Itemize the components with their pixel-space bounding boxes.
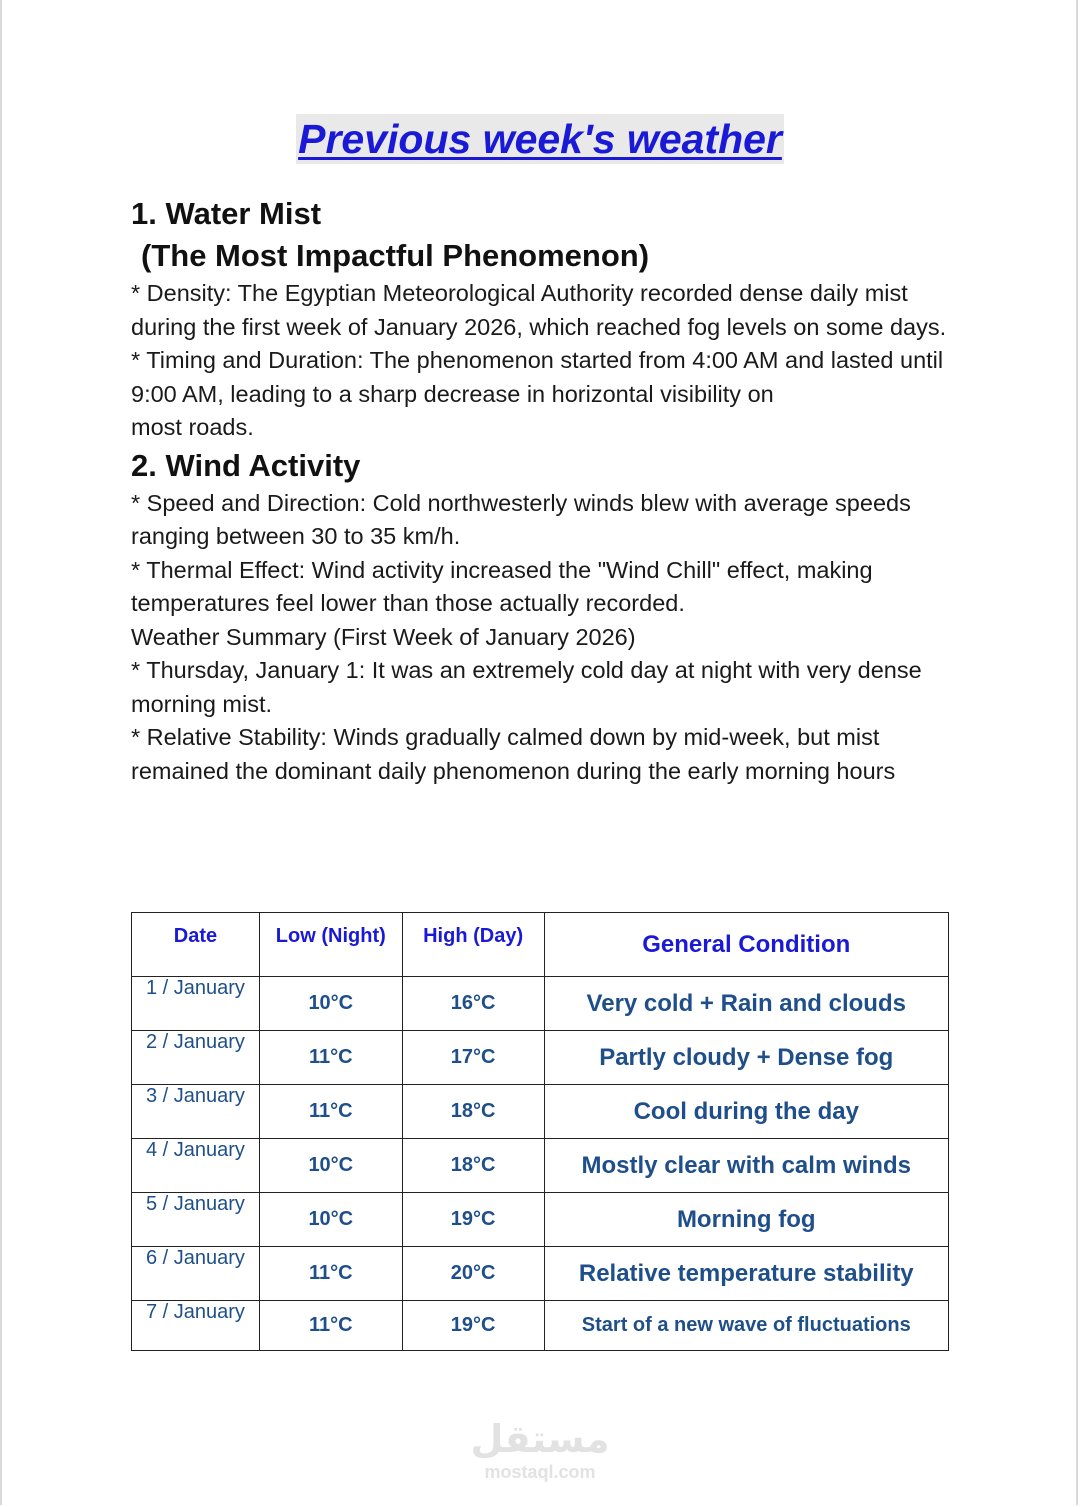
cell-low: 11°C: [259, 1301, 402, 1351]
cell-condition: Morning fog: [544, 1193, 948, 1247]
section2-thermal-paragraph: * Thermal Effect: Wind activity increased the "Wind Chill" effect, making temperatures feel lower than those actually recorded.: [131, 556, 873, 616]
header-condition: General Condition: [544, 913, 948, 977]
cell-date: 1 / January: [132, 977, 260, 1031]
cell-low: 10°C: [259, 1139, 402, 1193]
cell-low: 10°C: [259, 977, 402, 1031]
cell-high: 18°C: [402, 1085, 544, 1139]
table-row: [132, 977, 949, 1031]
cell-date: 5 / January: [132, 1193, 260, 1247]
header-date: Date: [132, 913, 260, 977]
cell-high: 17°C: [402, 1031, 544, 1085]
section1-density-paragraph: * Density: The Egyptian Meteorological Authority recorded dense daily mist during the first week of January 2026, which reached fog levels on some days.: [131, 280, 947, 340]
table-row: [132, 1031, 949, 1085]
section1-timing-paragraph: * Timing and Duration: The phenomenon started from 4:00 AM and lasted until 9:00 AM, leading to a sharp decrease in horizontal visibility on: [131, 347, 944, 407]
table-header-row: [132, 913, 949, 977]
section2-thursday-paragraph: * Thursday, January 1: It was an extremely cold day at night with very dense morning mist.: [131, 657, 922, 717]
cell-condition: Relative temperature stability: [544, 1247, 948, 1301]
header-low: Low (Night): [259, 913, 402, 977]
weather-table: [131, 912, 949, 1351]
cell-low: 11°C: [259, 1247, 402, 1301]
cell-condition: Cool during the day: [544, 1085, 948, 1139]
cell-date: 3 / January: [132, 1085, 260, 1139]
watermark-latin-text: mostaql.com: [484, 1462, 596, 1482]
cell-high: 19°C: [402, 1193, 544, 1247]
section2-heading: 2. Wind Activity: [131, 447, 361, 483]
cell-high: 20°C: [402, 1247, 544, 1301]
header-high: High (Day): [402, 913, 544, 977]
cell-condition: Start of a new wave of fluctuations: [544, 1301, 948, 1351]
cell-date: 4 / January: [132, 1139, 260, 1193]
cell-low: 10°C: [259, 1193, 402, 1247]
section1-heading: 1. Water Mist: [131, 196, 322, 231]
cell-condition: Mostly clear with calm winds: [544, 1139, 948, 1193]
cell-high: 19°C: [402, 1301, 544, 1351]
section1-timing-paragraph-end: most roads.: [131, 414, 254, 440]
page-title: Previous week's weather: [298, 116, 782, 162]
table-row: [132, 1193, 949, 1247]
cell-condition: Partly cloudy + Dense fog: [544, 1031, 948, 1085]
cell-condition: Very cold + Rain and clouds: [544, 977, 948, 1031]
document-body: [131, 193, 961, 788]
cell-date: 6 / January: [132, 1247, 260, 1301]
section1-subheading: (The Most Impactful Phenomenon): [141, 238, 650, 273]
watermark-arabic-text: مستقل: [470, 1419, 610, 1461]
table-row: [132, 1085, 949, 1139]
mostaql-watermark-logo: [0, 1418, 1080, 1482]
cell-date: 7 / January: [132, 1301, 260, 1351]
cell-low: 11°C: [259, 1085, 402, 1139]
cell-high: 18°C: [402, 1139, 544, 1193]
section2-stability-paragraph: * Relative Stability: Winds gradually calmed down by mid-week, but mist remained the dominant daily phenomenon during the early morning hours: [131, 724, 896, 784]
cell-high: 16°C: [402, 977, 544, 1031]
table-row: [132, 1301, 949, 1351]
table-row: [132, 1139, 949, 1193]
table-row: [132, 1247, 949, 1301]
title-container: [0, 114, 1080, 164]
weather-summary-heading: Weather Summary (First Week of January 2026): [131, 623, 636, 650]
cell-date: 2 / January: [132, 1031, 260, 1085]
cell-low: 11°C: [259, 1031, 402, 1085]
section2-speed-paragraph: * Speed and Direction: Cold northwesterly winds blew with average speeds ranging between 30 to 35 km/h.: [131, 489, 911, 549]
